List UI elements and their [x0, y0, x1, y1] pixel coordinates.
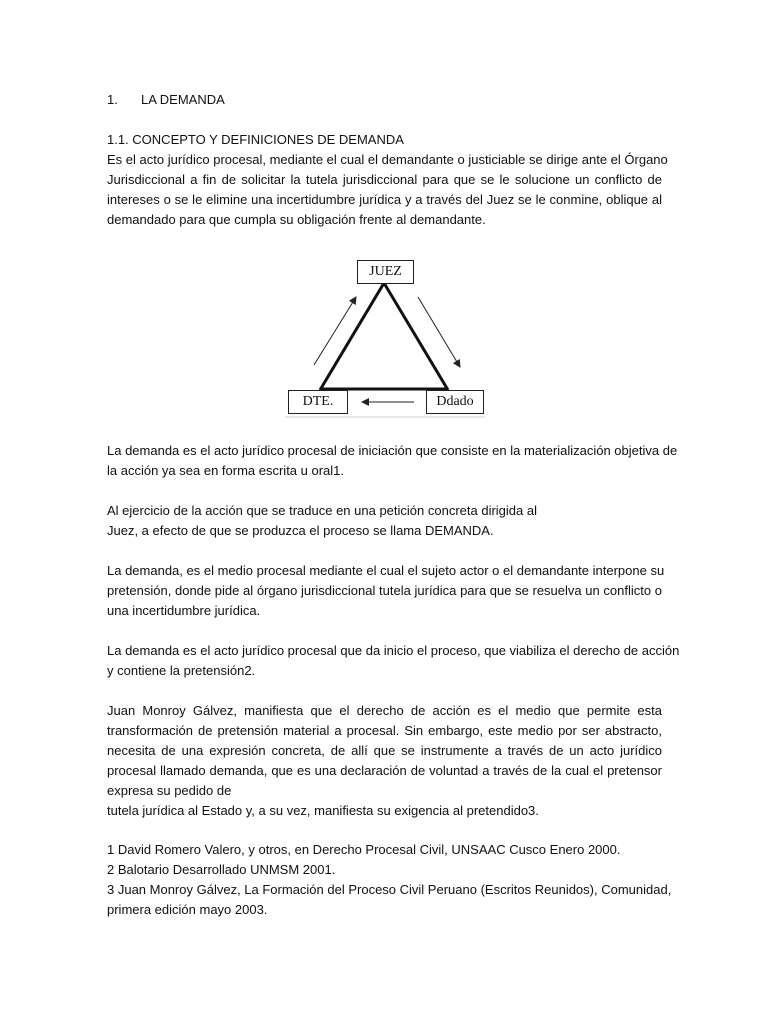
subsection-title: 1.1. CONCEPTO Y DEFINICIONES DE DEMANDA	[107, 132, 404, 147]
text-line: transformación de pretensión material a procesal. Sin embargo, este medio por ser abstracto,	[107, 723, 662, 738]
text-line: La demanda es el acto jurídico procesal que da inicio el proceso, que viabiliza el derecho de acción	[107, 643, 680, 658]
process-triangle-diagram	[280, 255, 490, 425]
text-line: intereses o se le elimine una incertidumbre jurídica y a través del Juez se le conmine, oblique al	[107, 192, 662, 207]
text-line: una incertidumbre jurídica.	[107, 603, 261, 618]
footnote-3-continued: primera edición mayo 2003.	[107, 902, 268, 917]
subsection	[107, 130, 668, 230]
section-heading	[107, 90, 662, 110]
arrow-juez-to-ddado	[418, 297, 460, 367]
footnote-2: 2 Balotario Desarrollado UNMSM 2001.	[107, 862, 336, 877]
section-number: 1.	[107, 92, 118, 107]
text-line: Juan Monroy Gálvez, manifiesta que el derecho de acción es el medio que permite esta	[107, 703, 662, 718]
paragraph-5	[107, 701, 662, 821]
text-line: expresa su pedido de	[107, 783, 232, 798]
text-line: y contiene la pretensión2.	[107, 663, 256, 678]
paragraph-2	[107, 501, 662, 541]
text-line: Es el acto jurídico procesal, mediante el cual el demandante o justiciable se dirige ante el Órgano	[107, 152, 668, 167]
text-line: Al ejercicio de la acción que se traduce en una petición concreta dirigida al	[107, 503, 537, 518]
text-line: la acción ya sea en forma escrita u oral1.	[107, 463, 345, 478]
node-juez: JUEZ	[357, 260, 414, 284]
text-line: tutela jurídica al Estado y, a su vez, manifiesta su exigencia al pretendido3.	[107, 803, 539, 818]
text-line: La demanda es el acto jurídico procesal de iniciación que consiste en la materialización objetiva de	[107, 443, 678, 458]
footnote-3: 3 Juan Monroy Gálvez, La Formación del Proceso Civil Peruano (Escritos Reunidos), Comunidad,	[107, 882, 672, 897]
paragraph-3	[107, 561, 665, 621]
paragraph-1	[107, 441, 678, 481]
text-line: demandado para que cumpla su obligación frente al demandante.	[107, 212, 486, 227]
footnote-1: 1 David Romero Valero, y otros, en Derecho Procesal Civil, UNSAAC Cusco Enero 2000.	[107, 842, 621, 857]
text-line: Juez, a efecto de que se produzca el proceso se llama DEMANDA.	[107, 523, 494, 538]
text-line: Jurisdiccional a fin de solicitar la tutela jurisdiccional para que se le solucione un conflicto de	[107, 172, 662, 187]
arrow-dte-to-juez	[314, 297, 356, 365]
triangle-left-side	[320, 283, 384, 390]
node-dte: DTE.	[288, 390, 348, 414]
footnotes	[107, 840, 672, 920]
paragraph-4	[107, 641, 680, 681]
text-line: necesita de una expresión concreta, de allí que se instrumente a través de un acto jurídico	[107, 743, 662, 758]
node-ddado: Ddado	[426, 390, 484, 414]
text-line: procesal llamado demanda, que es una declaración de voluntad a través de la cual el pretensor	[107, 763, 662, 778]
triangle-right-side	[384, 283, 448, 390]
text-line: pretensión, donde pide al órgano jurisdiccional tutela jurídica para que se resuelva un conflicto o	[107, 583, 662, 598]
section-title: LA DEMANDA	[141, 92, 225, 107]
text-line: La demanda, es el medio procesal mediante el cual el sujeto actor o el demandante interpone su	[107, 563, 665, 578]
